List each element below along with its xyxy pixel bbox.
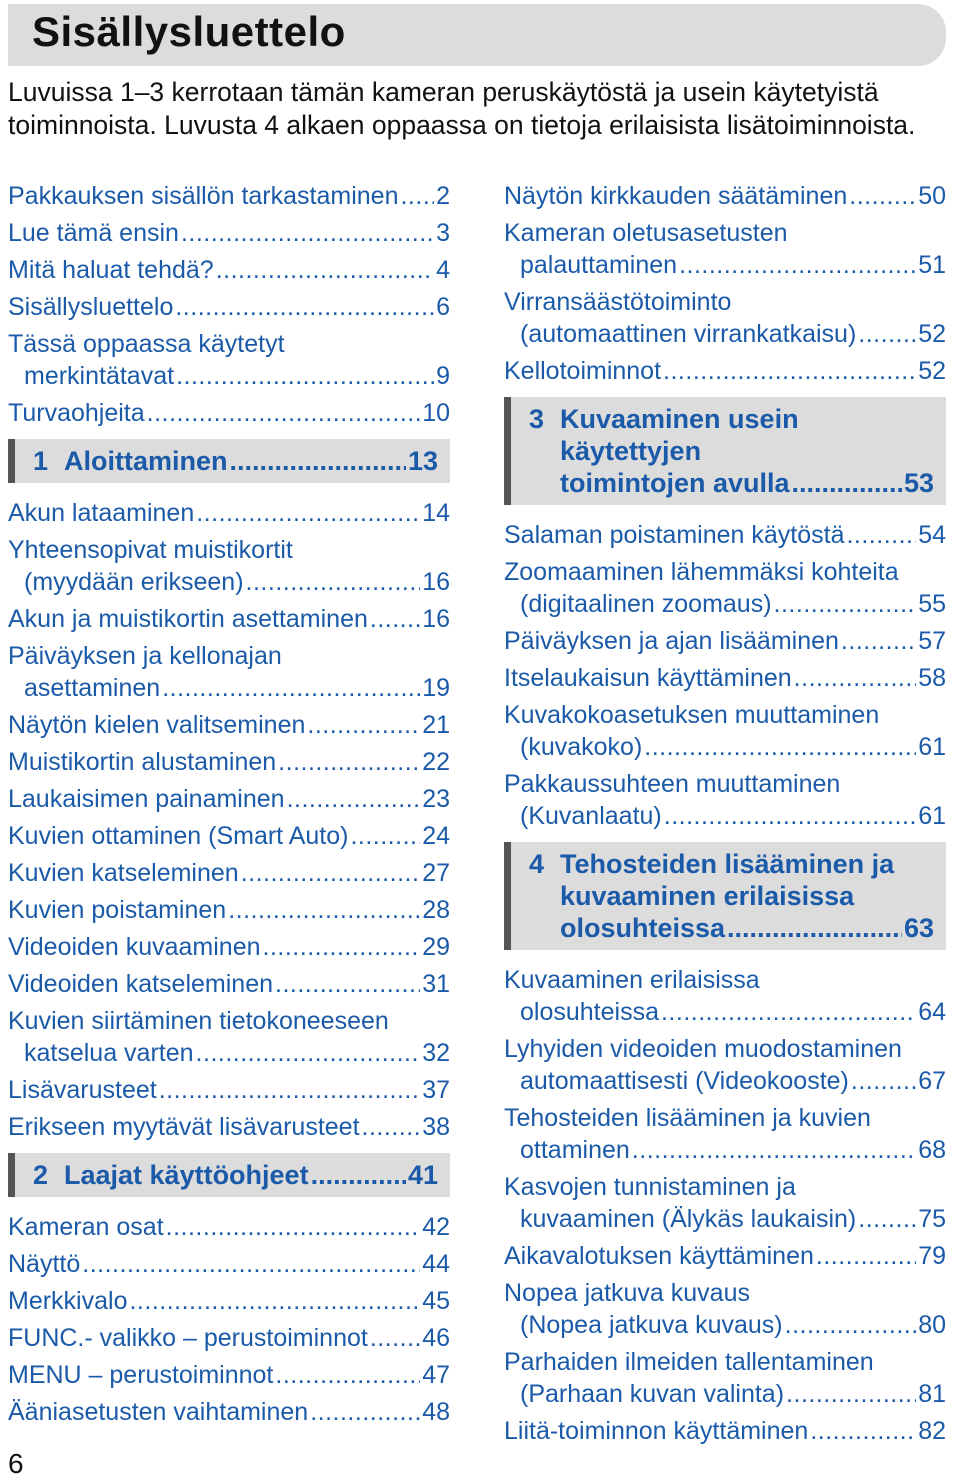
leader-dots bbox=[786, 1378, 916, 1410]
leader-dots bbox=[275, 968, 420, 1000]
toc-entry-page: 61 bbox=[918, 733, 946, 761]
leader-dots bbox=[147, 397, 421, 429]
toc-entry[interactable] bbox=[8, 709, 450, 741]
toc-entry-page: 24 bbox=[422, 822, 450, 850]
toc-entry-page: 67 bbox=[918, 1067, 946, 1095]
leader-dots bbox=[176, 360, 434, 392]
toc-entry-title: (Nopea jatkuva kuvaus) bbox=[520, 1311, 783, 1339]
toc-entry-title: FUNC.- valikko – perustoiminnot bbox=[8, 1324, 368, 1352]
toc-entry[interactable] bbox=[504, 355, 946, 387]
toc-entry[interactable] bbox=[504, 519, 946, 551]
toc-entry-page: 79 bbox=[918, 1242, 946, 1270]
toc-entry-title: Pakkauksen sisällön tarkastaminen bbox=[8, 182, 399, 210]
toc-entry-title: Akun ja muistikortin asettaminen bbox=[8, 605, 368, 633]
toc-entry-page: 81 bbox=[918, 1380, 946, 1408]
toc-entry-title: katselua varten bbox=[24, 1039, 194, 1067]
leader-dots bbox=[196, 497, 420, 529]
toc-entry-title: Erikseen myytävät lisävarusteet bbox=[8, 1113, 360, 1141]
toc-entry[interactable] bbox=[8, 291, 450, 323]
toc-entry-page: 32 bbox=[422, 1039, 450, 1067]
toc-entry-title: Merkkivalo bbox=[8, 1287, 128, 1315]
toc-entry[interactable] bbox=[504, 556, 946, 620]
toc-entry-title: palauttaminen bbox=[520, 251, 678, 279]
toc-entry-title: Kuvien katseleminen bbox=[8, 859, 239, 887]
chapter-4-items bbox=[504, 964, 946, 1447]
leader-dots bbox=[846, 519, 916, 551]
leader-dots bbox=[858, 318, 916, 350]
toc-entry-page: 46 bbox=[422, 1324, 450, 1352]
toc-entry[interactable] bbox=[8, 1005, 450, 1069]
toc-entry-title: (Kuvanlaatu) bbox=[520, 802, 662, 830]
toc-entry-page: 6 bbox=[436, 293, 450, 321]
toc-entry[interactable] bbox=[504, 217, 946, 281]
leader-dots bbox=[228, 894, 420, 926]
leader-dots bbox=[159, 1074, 420, 1106]
toc-entry-title: Salaman poistaminen käytöstä bbox=[504, 521, 845, 549]
toc-entry-title: (automaattinen virrankatkaisu) bbox=[520, 320, 857, 348]
chapter-title: Aloittaminen bbox=[64, 446, 228, 476]
toc-entry[interactable] bbox=[8, 603, 450, 635]
toc-entry[interactable] bbox=[504, 662, 946, 694]
toc-entry-page: 16 bbox=[422, 605, 450, 633]
toc-entry-page: 19 bbox=[422, 674, 450, 702]
toc-entry-title: Päiväyksen ja ajan lisääminen bbox=[504, 627, 839, 655]
leader-dots bbox=[774, 588, 917, 620]
leader-dots bbox=[166, 1211, 421, 1243]
leader-dots bbox=[644, 731, 916, 763]
leader-dots bbox=[661, 996, 916, 1028]
chapter-number: 3 bbox=[529, 404, 545, 434]
toc-entry-page: 48 bbox=[422, 1398, 450, 1426]
toc-entry[interactable] bbox=[504, 286, 946, 350]
toc-entry-first-line: Kasvojen tunnistaminen ja bbox=[504, 1173, 796, 1201]
toc-entry-page: 21 bbox=[422, 711, 450, 739]
toc-entry[interactable] bbox=[8, 857, 450, 889]
leader-dots bbox=[287, 783, 421, 815]
leader-dots bbox=[310, 1396, 420, 1428]
chapter-page: 41 bbox=[407, 1160, 438, 1190]
toc-entry-title: MENU – perustoiminnot bbox=[8, 1361, 274, 1389]
toc-entry[interactable] bbox=[504, 1277, 946, 1341]
leader-dots bbox=[632, 1134, 916, 1166]
toc-entry[interactable] bbox=[8, 640, 450, 704]
toc-entry[interactable] bbox=[8, 894, 450, 926]
toc-entry-title: Kuvien ottaminen (Smart Auto) bbox=[8, 822, 349, 850]
toc-entry[interactable] bbox=[504, 180, 946, 212]
right-top-items bbox=[504, 180, 946, 387]
chapter-page: 63 bbox=[903, 913, 934, 943]
chapter-page: 53 bbox=[903, 468, 934, 498]
toc-entry[interactable] bbox=[8, 931, 450, 963]
leader-dots bbox=[241, 857, 420, 889]
toc-entry[interactable] bbox=[8, 746, 450, 778]
chapter-4-heading[interactable] bbox=[504, 842, 946, 950]
toc-entry-page: 52 bbox=[918, 320, 946, 348]
toc-entry-first-line: Yhteensopivat muistikortit bbox=[8, 536, 293, 564]
toc-entry[interactable] bbox=[8, 217, 450, 249]
toc-entry[interactable] bbox=[8, 968, 450, 1000]
toc-entry[interactable] bbox=[8, 1359, 450, 1391]
toc-left-column bbox=[8, 180, 450, 1433]
toc-entry-title: Itselaukaisun käyttäminen bbox=[504, 664, 792, 692]
toc-entry-first-line: Virransäästötoiminto bbox=[504, 288, 732, 316]
leader-dots bbox=[362, 1111, 421, 1143]
toc-entry-title: Sisällysluettelo bbox=[8, 293, 174, 321]
toc-entry[interactable] bbox=[8, 1285, 450, 1317]
toc-entry-first-line: Tehosteiden lisääminen ja kuvien bbox=[504, 1104, 871, 1132]
chapter-number: 4 bbox=[529, 849, 545, 879]
toc-entry-title: Mitä haluat tehdä? bbox=[8, 256, 214, 284]
toc-entry-title: Videoiden kuvaaminen bbox=[8, 933, 261, 961]
toc-entry-title: Kellotoiminnot bbox=[504, 357, 662, 385]
toc-entry-page: 31 bbox=[422, 970, 450, 998]
toc-entry-title: Videoiden katseleminen bbox=[8, 970, 274, 998]
chapter-title: Laajat käyttöohjeet bbox=[64, 1160, 309, 1190]
toc-entry-page: 28 bbox=[422, 896, 450, 924]
toc-entry-first-line: Parhaiden ilmeiden tallentaminen bbox=[504, 1348, 874, 1376]
page-number: 6 bbox=[8, 1448, 24, 1479]
toc-entry-title: automaattisesti (Videokooste) bbox=[520, 1067, 849, 1095]
toc-entry-page: 22 bbox=[422, 748, 450, 776]
toc-entry-page: 52 bbox=[918, 357, 946, 385]
toc-entry[interactable] bbox=[8, 180, 450, 212]
toc-entry-title: kuvaaminen (Älykäs laukaisin) bbox=[520, 1205, 857, 1233]
leader-dots bbox=[196, 1037, 421, 1069]
toc-entry-page: 23 bbox=[422, 785, 450, 813]
toc-entry[interactable] bbox=[8, 497, 450, 529]
page-title: Sisällysluettelo bbox=[32, 8, 346, 55]
toc-entry[interactable] bbox=[8, 254, 450, 286]
leader-dots bbox=[129, 1285, 420, 1317]
chapter-page: 13 bbox=[407, 446, 438, 476]
toc-entry-page: 51 bbox=[918, 251, 946, 279]
leader-dots bbox=[350, 820, 420, 852]
toc-entry-page: 16 bbox=[422, 568, 450, 596]
toc-entry[interactable] bbox=[504, 699, 946, 763]
toc-entry-page: 47 bbox=[422, 1361, 450, 1389]
chapter-title: toimintojen avulla bbox=[560, 468, 790, 498]
leader-dots bbox=[278, 746, 420, 778]
toc-entry[interactable] bbox=[8, 328, 450, 392]
toc-entry[interactable] bbox=[504, 1346, 946, 1410]
chapter-3-items bbox=[504, 519, 946, 832]
toc-entry[interactable] bbox=[504, 1033, 946, 1097]
toc-entry-title: olosuhteissa bbox=[520, 998, 659, 1026]
toc-entry-page: 61 bbox=[918, 802, 946, 830]
toc-entry-page: 37 bbox=[422, 1076, 450, 1104]
toc-entry-page: 4 bbox=[436, 256, 450, 284]
toc-entry-title: Näytön kielen valitseminen bbox=[8, 711, 306, 739]
toc-entry-page: 44 bbox=[422, 1250, 450, 1278]
chapter-title-line: kuvaaminen erilaisissa bbox=[560, 881, 855, 911]
leader-dots bbox=[370, 603, 420, 635]
toc-entry-title: Ääniasetusten vaihtaminen bbox=[8, 1398, 309, 1426]
chapter-1-heading[interactable] bbox=[8, 439, 450, 483]
leader-dots bbox=[816, 1240, 916, 1272]
toc-entry-page: 2 bbox=[436, 182, 450, 210]
leader-dots bbox=[400, 180, 434, 212]
toc-entry-page: 3 bbox=[436, 219, 450, 247]
leader-dots bbox=[810, 1415, 916, 1447]
toc-entry-title: (kuvakoko) bbox=[520, 733, 643, 761]
leader-dots bbox=[727, 912, 902, 944]
toc-entry-title: asettaminen bbox=[24, 674, 161, 702]
toc-entry-page: 14 bbox=[422, 499, 450, 527]
toc-entry-title: ottaminen bbox=[520, 1136, 630, 1164]
chapter-number: 2 bbox=[33, 1160, 49, 1190]
toc-entry-page: 80 bbox=[918, 1311, 946, 1339]
toc-entry-title: merkintätavat bbox=[24, 362, 175, 390]
toc-entry[interactable] bbox=[8, 397, 450, 429]
toc-entry-title: Laukaisimen painaminen bbox=[8, 785, 285, 813]
toc-entry-page: 29 bbox=[422, 933, 450, 961]
toc-entry-first-line: Kameran oletusasetusten bbox=[504, 219, 788, 247]
front-items bbox=[8, 180, 450, 429]
toc-entry-first-line: Tässä oppaassa käytetyt bbox=[8, 330, 285, 358]
chapter-3-heading[interactable] bbox=[504, 397, 946, 505]
chapter-title-line: Tehosteiden lisääminen ja bbox=[560, 849, 895, 879]
leader-dots bbox=[216, 254, 434, 286]
toc-entry[interactable] bbox=[504, 1415, 946, 1447]
toc-entry-first-line: Päiväyksen ja kellonajan bbox=[8, 642, 282, 670]
toc-entry[interactable] bbox=[8, 1248, 450, 1280]
chapter-2-items bbox=[8, 1211, 450, 1428]
toc-entry-title: Kuvien poistaminen bbox=[8, 896, 227, 924]
toc-entry-first-line: Kuvakokoasetuksen muuttaminen bbox=[504, 701, 880, 729]
toc-entry-title: Näyttö bbox=[8, 1250, 81, 1278]
toc-entry-title: Lue tämä ensin bbox=[8, 219, 179, 247]
toc-entry-title: Aikavalotuksen käyttäminen bbox=[504, 1242, 814, 1270]
toc-entry-first-line: Kuvaaminen erilaisissa bbox=[504, 966, 760, 994]
toc-entry-first-line: Nopea jatkuva kuvaus bbox=[504, 1279, 750, 1307]
leader-dots bbox=[664, 800, 916, 832]
leader-dots bbox=[858, 1203, 916, 1235]
chapter-1-items bbox=[8, 497, 450, 1143]
leader-dots bbox=[792, 467, 902, 499]
chapter-title-line: Kuvaaminen usein käytettyjen bbox=[560, 404, 799, 466]
toc-entry-title: Liitä-toiminnon käyttäminen bbox=[504, 1417, 809, 1445]
leader-dots bbox=[82, 1248, 420, 1280]
toc-entry-title: Akun lataaminen bbox=[8, 499, 195, 527]
chapter-2-heading[interactable] bbox=[8, 1153, 450, 1197]
toc-entry[interactable] bbox=[504, 1171, 946, 1235]
leader-dots bbox=[307, 709, 420, 741]
toc-entry[interactable] bbox=[8, 783, 450, 815]
toc-entry-first-line: Pakkaussuhteen muuttaminen bbox=[504, 770, 841, 798]
leader-dots bbox=[175, 291, 434, 323]
leader-dots bbox=[849, 180, 916, 212]
toc-entry-page: 55 bbox=[918, 590, 946, 618]
toc-entry-page: 58 bbox=[918, 664, 946, 692]
leader-dots bbox=[162, 672, 420, 704]
toc-entry-page: 82 bbox=[918, 1417, 946, 1445]
toc-entry-page: 75 bbox=[918, 1205, 946, 1233]
leader-dots bbox=[275, 1359, 420, 1391]
leader-dots bbox=[851, 1065, 916, 1097]
toc-entry-first-line: Zoomaaminen lähemmäksi kohteita bbox=[504, 558, 899, 586]
toc-entry-title: Turvaohjeita bbox=[8, 399, 145, 427]
toc-entry-page: 10 bbox=[422, 399, 450, 427]
toc-entry-page: 57 bbox=[918, 627, 946, 655]
toc-entry-page: 38 bbox=[422, 1113, 450, 1141]
toc-entry-title: Näytön kirkkauden säätäminen bbox=[504, 182, 848, 210]
toc-entry-title: (digitaalinen zoomaus) bbox=[520, 590, 772, 618]
toc-entry-title: Muistikortin alustaminen bbox=[8, 748, 277, 776]
toc-entry[interactable] bbox=[8, 1396, 450, 1428]
toc-entry-title: Kameran osat bbox=[8, 1213, 164, 1241]
toc-right-column bbox=[504, 180, 946, 1452]
leader-dots bbox=[679, 249, 916, 281]
leader-dots bbox=[230, 445, 406, 477]
toc-entry[interactable] bbox=[504, 625, 946, 657]
toc-entry-title: Lisävarusteet bbox=[8, 1076, 157, 1104]
toc-entry[interactable] bbox=[8, 1074, 450, 1106]
leader-dots bbox=[794, 662, 917, 694]
leader-dots bbox=[246, 566, 421, 598]
chapter-number: 1 bbox=[33, 446, 49, 476]
leader-dots bbox=[841, 625, 916, 657]
intro-paragraph: Luvuissa 1–3 kerrotaan tämän kameran peruskäytöstä ja usein käytetyistä toiminnoista. Luvusta 4 alkaen oppaassa on tietoja erilaisista lisätoiminnoista. bbox=[8, 77, 916, 140]
leader-dots bbox=[181, 217, 434, 249]
title-bar bbox=[8, 4, 946, 66]
leader-dots bbox=[311, 1159, 406, 1191]
toc-entry[interactable] bbox=[504, 1240, 946, 1272]
toc-entry-page: 64 bbox=[918, 998, 946, 1026]
toc-entry[interactable] bbox=[504, 768, 946, 832]
leader-dots bbox=[785, 1309, 917, 1341]
toc-entry-page: 54 bbox=[918, 521, 946, 549]
toc-entry[interactable] bbox=[8, 534, 450, 598]
leader-dots bbox=[663, 355, 916, 387]
toc-entry[interactable] bbox=[8, 1111, 450, 1143]
toc-entry-page: 42 bbox=[422, 1213, 450, 1241]
toc-entry[interactable] bbox=[8, 1211, 450, 1243]
toc-entry-page: 68 bbox=[918, 1136, 946, 1164]
toc-entry-page: 50 bbox=[918, 182, 946, 210]
toc-entry[interactable] bbox=[8, 820, 450, 852]
toc-entry[interactable] bbox=[504, 1102, 946, 1166]
leader-dots bbox=[263, 931, 421, 963]
toc-entry-page: 9 bbox=[436, 362, 450, 390]
chapter-title: olosuhteissa bbox=[560, 913, 726, 943]
toc-entry[interactable] bbox=[8, 1322, 450, 1354]
toc-entry-title: (Parhaan kuvan valinta) bbox=[520, 1380, 785, 1408]
toc-entry[interactable] bbox=[504, 964, 946, 1028]
toc-entry-page: 27 bbox=[422, 859, 450, 887]
leader-dots bbox=[370, 1322, 420, 1354]
toc-entry-page: 45 bbox=[422, 1287, 450, 1315]
toc-entry-first-line: Kuvien siirtäminen tietokoneeseen bbox=[8, 1007, 389, 1035]
toc-entry-title: (myydään erikseen) bbox=[24, 568, 244, 596]
toc-entry-first-line: Lyhyiden videoiden muodostaminen bbox=[504, 1035, 902, 1063]
